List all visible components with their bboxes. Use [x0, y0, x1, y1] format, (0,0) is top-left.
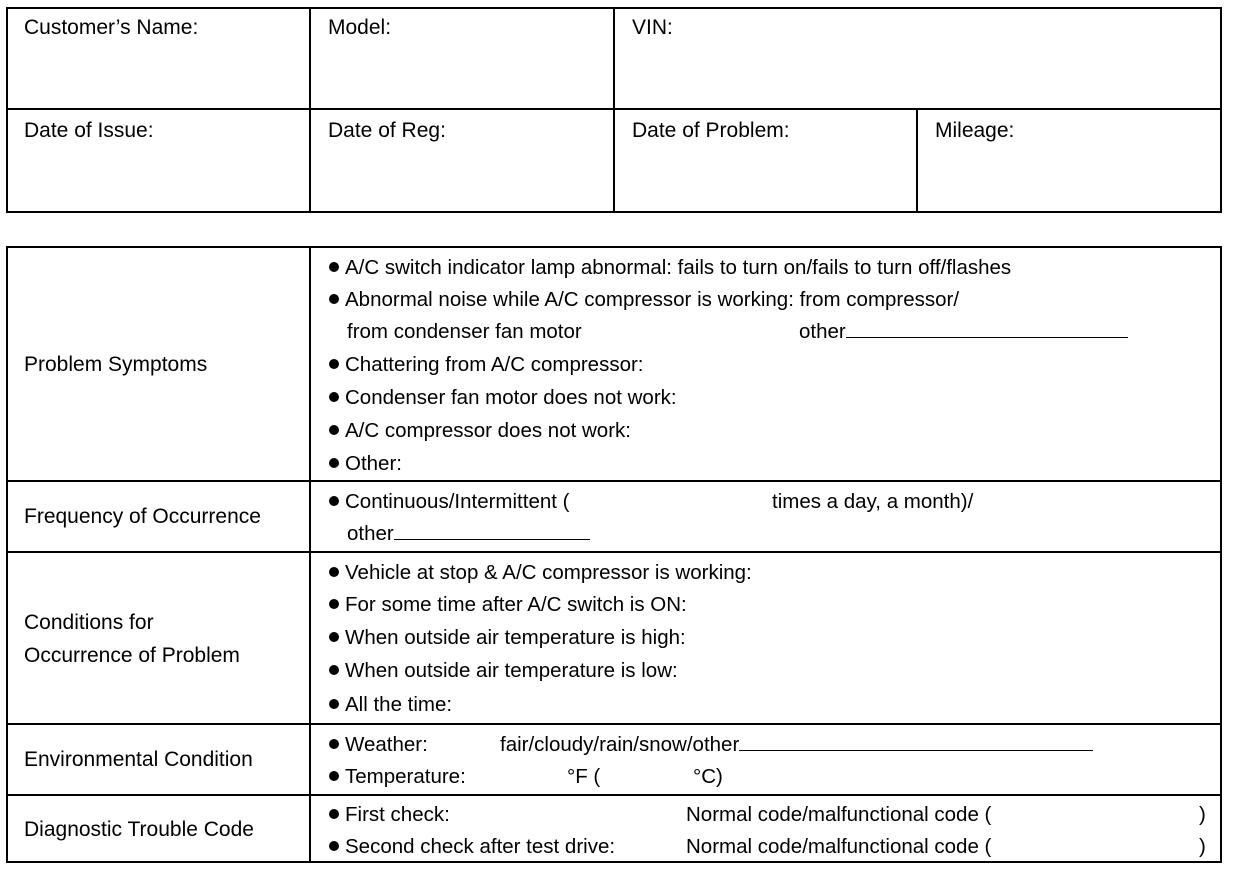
other-blank[interactable]	[394, 539, 590, 540]
temperature-c[interactable]: °C)	[693, 765, 723, 788]
conditions-label-line1: Conditions for	[24, 611, 154, 634]
bullet-icon	[329, 771, 339, 781]
symptom-item: A/C compressor does not work:	[329, 418, 631, 444]
symptom-item: Condenser fan motor does not work:	[329, 385, 677, 411]
condition-item: For some time after A/C switch is ON:	[329, 592, 687, 618]
dtc-label: Diagnostic Trouble Code	[24, 818, 254, 841]
first-check-code[interactable]: Normal code/malfunctional code (	[686, 803, 992, 826]
bullet-icon	[329, 841, 339, 851]
first-check-close: )	[1199, 803, 1206, 826]
bullet-icon	[329, 294, 339, 304]
second-check-code[interactable]: Normal code/malfunctional code (	[686, 835, 992, 858]
bullet-icon	[329, 496, 339, 506]
bullet-icon	[329, 359, 339, 369]
second-check-item: Second check after test drive:	[329, 834, 615, 860]
symptom-item: Chattering from A/C compressor:	[329, 352, 644, 378]
temperature-item: Temperature:	[329, 764, 466, 790]
date-of-problem-field[interactable]: Date of Problem:	[632, 119, 790, 142]
first-check-item: First check:	[329, 802, 450, 828]
bullet-icon	[329, 567, 339, 577]
symptom-item-continued: from condenser fan motor	[347, 320, 582, 343]
bullet-icon	[329, 599, 339, 609]
vin-field[interactable]: VIN:	[632, 16, 673, 39]
frequency-label: Frequency of Occurrence	[24, 505, 261, 528]
table-label-divider	[309, 246, 311, 863]
date-of-issue-field[interactable]: Date of Issue:	[24, 119, 154, 142]
symptom-item: Other:	[329, 451, 402, 477]
symptom-item: A/C switch indicator lamp abnormal: fails to turn on/fails to turn off/flashes	[329, 255, 1011, 281]
second-check-close: )	[1199, 835, 1206, 858]
bullet-icon	[329, 739, 339, 749]
problem-symptoms-label: Problem Symptoms	[24, 353, 208, 376]
environment-label: Environmental Condition	[24, 748, 253, 771]
row-divider-4	[6, 794, 1222, 796]
bullet-icon	[329, 809, 339, 819]
bullet-icon	[329, 458, 339, 468]
condition-item: When outside air temperature is low:	[329, 658, 678, 684]
header-col-divider-3	[916, 108, 918, 213]
bullet-icon	[329, 262, 339, 272]
condition-item: Vehicle at stop & A/C compressor is working:	[329, 560, 752, 586]
condition-item: All the time:	[329, 692, 452, 718]
mileage-field[interactable]: Mileage:	[935, 119, 1015, 142]
date-of-reg-field[interactable]: Date of Reg:	[328, 119, 446, 142]
model-field[interactable]: Model:	[328, 16, 392, 39]
bullet-icon	[329, 632, 339, 642]
row-divider-2	[6, 551, 1222, 553]
header-col-divider-2	[613, 7, 615, 213]
bullet-icon	[329, 699, 339, 709]
other-blank[interactable]	[846, 337, 1128, 338]
weather-options: fair/cloudy/rain/snow/other	[500, 732, 1093, 758]
weather-item: Weather:	[329, 732, 428, 758]
frequency-other: other	[347, 521, 590, 547]
customer-name-field[interactable]: Customer’s Name:	[24, 16, 199, 39]
temperature-f[interactable]: °F (	[567, 765, 601, 788]
row-divider-3	[6, 723, 1222, 725]
frequency-item: Continuous/Intermittent (	[329, 489, 569, 515]
conditions-label-line2: Occurrence of Problem	[24, 644, 240, 667]
bullet-icon	[329, 665, 339, 675]
bullet-icon	[329, 392, 339, 402]
frequency-times: times a day, a month)/	[772, 490, 974, 513]
symptom-item: Abnormal noise while A/C compressor is working: from compressor/	[329, 287, 959, 313]
header-col-divider-1	[309, 7, 311, 213]
symptom-other: other	[799, 319, 1128, 345]
bullet-icon	[329, 425, 339, 435]
condition-item: When outside air temperature is high:	[329, 625, 686, 651]
weather-other-blank[interactable]	[739, 750, 1093, 751]
row-divider-1	[6, 480, 1222, 482]
